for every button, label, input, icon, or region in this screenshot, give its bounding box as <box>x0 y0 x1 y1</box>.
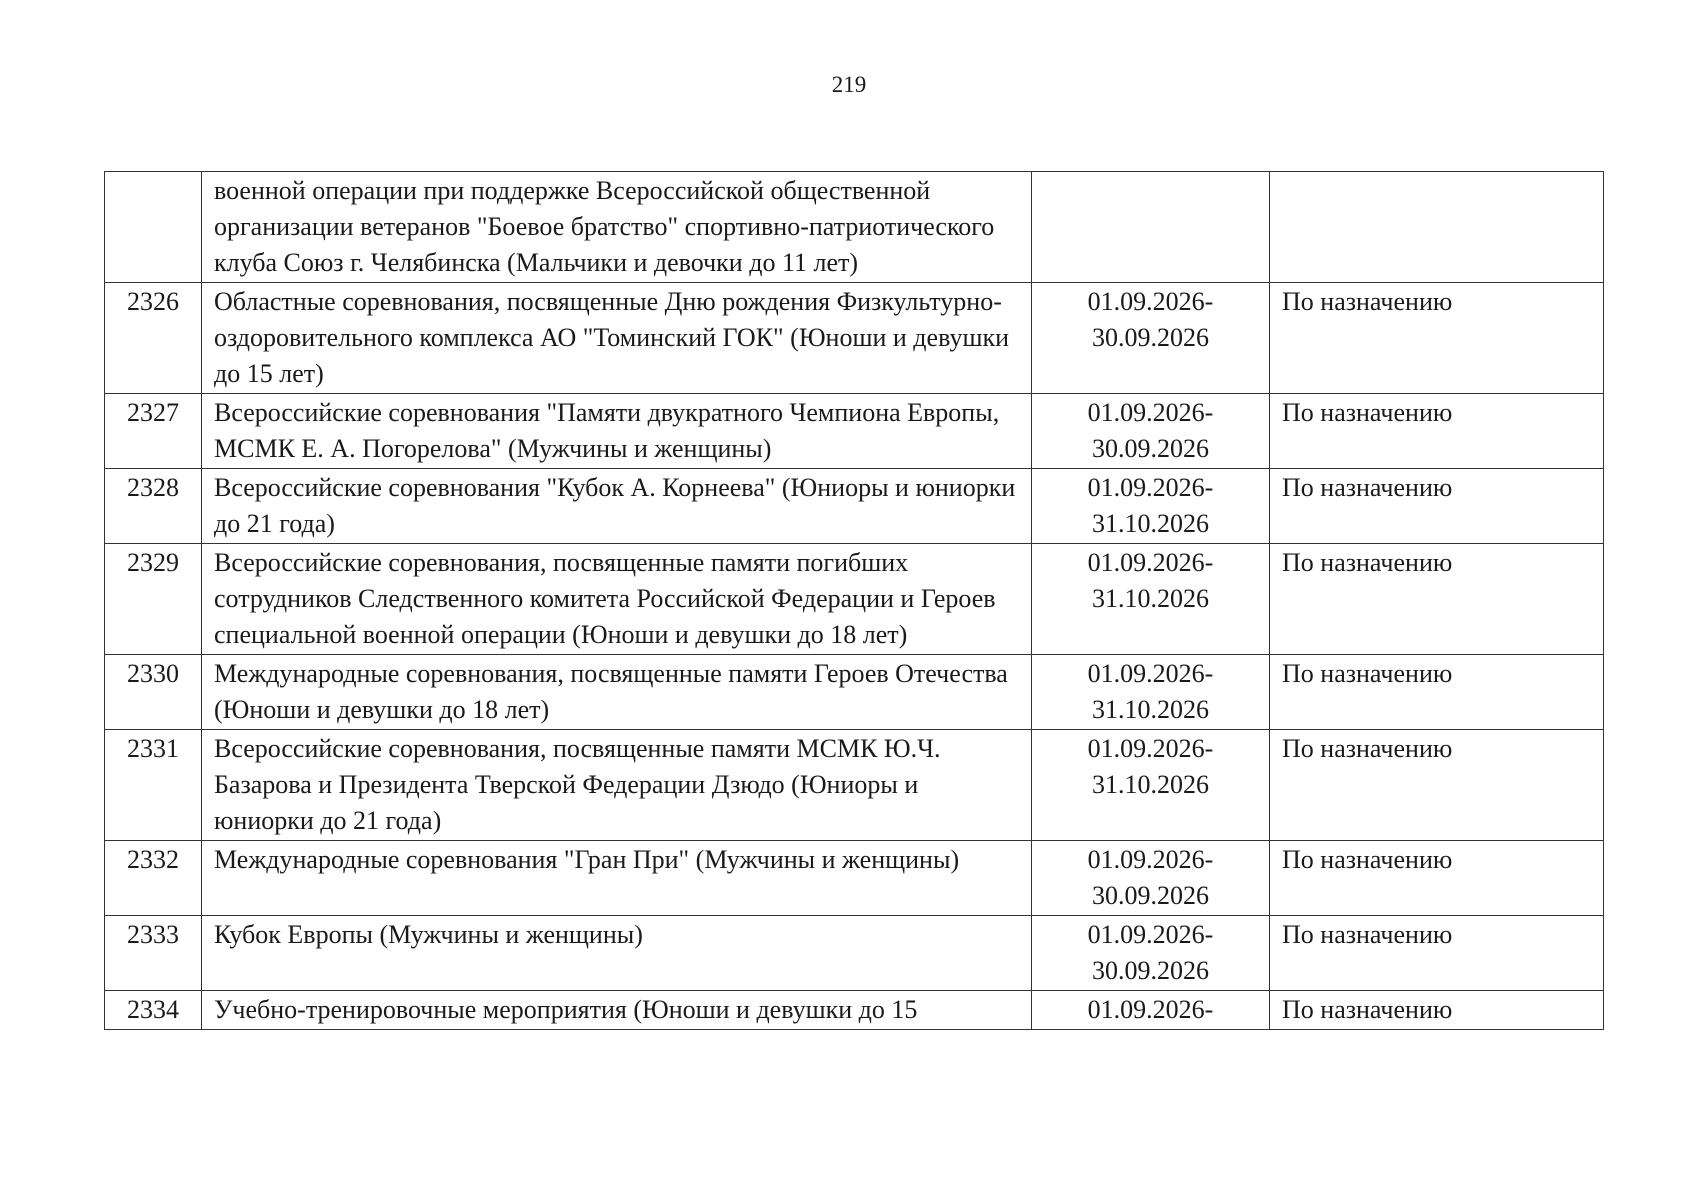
table-row <box>105 730 1604 841</box>
row-number: 2326 <box>105 283 202 394</box>
date-end: 31.10.2026 <box>1092 584 1209 613</box>
date-end: 31.10.2026 <box>1092 770 1209 799</box>
table-row <box>105 655 1604 730</box>
event-place: По назначению <box>1270 841 1604 916</box>
event-dates <box>1032 655 1270 730</box>
event-dates <box>1032 394 1270 469</box>
event-place: По назначению <box>1270 730 1604 841</box>
date-start: 01.09.2026- <box>1087 473 1214 502</box>
row-number <box>105 172 202 283</box>
date-start: 01.09.2026- <box>1087 734 1214 763</box>
date-end: 30.09.2026 <box>1092 323 1209 352</box>
row-number: 2329 <box>105 544 202 655</box>
event-place: По назначению <box>1270 916 1604 991</box>
event-name: Всероссийские соревнования, посвященные памяти МСМК Ю.Ч. Базарова и Президента Тверской Федерации Дзюдо (Юниоры и юниорки до 21 года) <box>202 730 1032 841</box>
event-name: Областные соревнования, посвященные Дню рождения Физкультурно-оздоровительного комплекса АО "Томинский ГОК" (Юноши и девушки до 15 лет) <box>202 283 1032 394</box>
date-start: 01.09.2026- <box>1087 845 1214 874</box>
table-row <box>105 544 1604 655</box>
events-table <box>104 171 1604 1030</box>
event-name: Учебно-тренировочные мероприятия (Юноши и девушки до 15 <box>202 991 1032 1030</box>
date-end: 30.09.2026 <box>1092 434 1209 463</box>
event-name: Всероссийские соревнования "Памяти двукратного Чемпиона Европы, МСМК Е. А. Погорелова" (Мужчины и женщины) <box>202 394 1032 469</box>
date-end: 31.10.2026 <box>1092 509 1209 538</box>
event-name: Всероссийские соревнования, посвященные памяти погибших сотрудников Следственного комитета Российской Федерации и Героев специальной военной операции (Юноши и девушки до 18 лет) <box>202 544 1032 655</box>
event-name: Всероссийские соревнования "Кубок А. Корнеева" (Юниоры и юниорки до 21 года) <box>202 469 1032 544</box>
event-dates <box>1032 916 1270 991</box>
row-number: 2328 <box>105 469 202 544</box>
date-start: 01.09.2026- <box>1087 659 1214 688</box>
event-dates <box>1032 283 1270 394</box>
event-dates <box>1032 730 1270 841</box>
row-number: 2331 <box>105 730 202 841</box>
date-start: 01.09.2026- <box>1087 287 1214 316</box>
event-dates <box>1032 172 1270 283</box>
event-dates <box>1032 544 1270 655</box>
date-end: 31.10.2026 <box>1092 695 1209 724</box>
table-row <box>105 469 1604 544</box>
event-name: Кубок Европы (Мужчины и женщины) <box>202 916 1032 991</box>
date-start: 01.09.2026- <box>1087 398 1214 427</box>
event-name: военной операции при поддержке Всероссийской общественной организации ветеранов "Боевое братство" спортивно-патриотического клуба Союз г. Челябинска (Мальчики и девочки до 11 лет) <box>202 172 1032 283</box>
event-place: По назначению <box>1270 283 1604 394</box>
table-row <box>105 841 1604 916</box>
row-number: 2334 <box>105 991 202 1030</box>
event-name: Международные соревнования "Гран При" (Мужчины и женщины) <box>202 841 1032 916</box>
event-dates <box>1032 991 1270 1030</box>
event-name: Международные соревнования, посвященные памяти Героев Отечества (Юноши и девушки до 18 лет) <box>202 655 1032 730</box>
event-dates <box>1032 469 1270 544</box>
date-start: 01.09.2026- <box>1087 548 1214 577</box>
table-row <box>105 283 1604 394</box>
page-number: 219 <box>831 72 867 97</box>
event-place: По назначению <box>1270 469 1604 544</box>
event-place <box>1270 172 1604 283</box>
table-row <box>105 991 1604 1030</box>
date-start: 01.09.2026- <box>1087 920 1214 949</box>
table-row <box>105 394 1604 469</box>
event-dates <box>1032 841 1270 916</box>
event-place: По назначению <box>1270 991 1604 1030</box>
table-row <box>105 172 1604 283</box>
row-number: 2327 <box>105 394 202 469</box>
date-start: 01.09.2026- <box>1087 995 1214 1024</box>
date-end: 30.09.2026 <box>1092 956 1209 985</box>
event-place: По назначению <box>1270 394 1604 469</box>
event-place: По назначению <box>1270 544 1604 655</box>
table-row <box>105 916 1604 991</box>
row-number: 2332 <box>105 841 202 916</box>
date-end: 30.09.2026 <box>1092 881 1209 910</box>
row-number: 2330 <box>105 655 202 730</box>
event-place: По назначению <box>1270 655 1604 730</box>
row-number: 2333 <box>105 916 202 991</box>
